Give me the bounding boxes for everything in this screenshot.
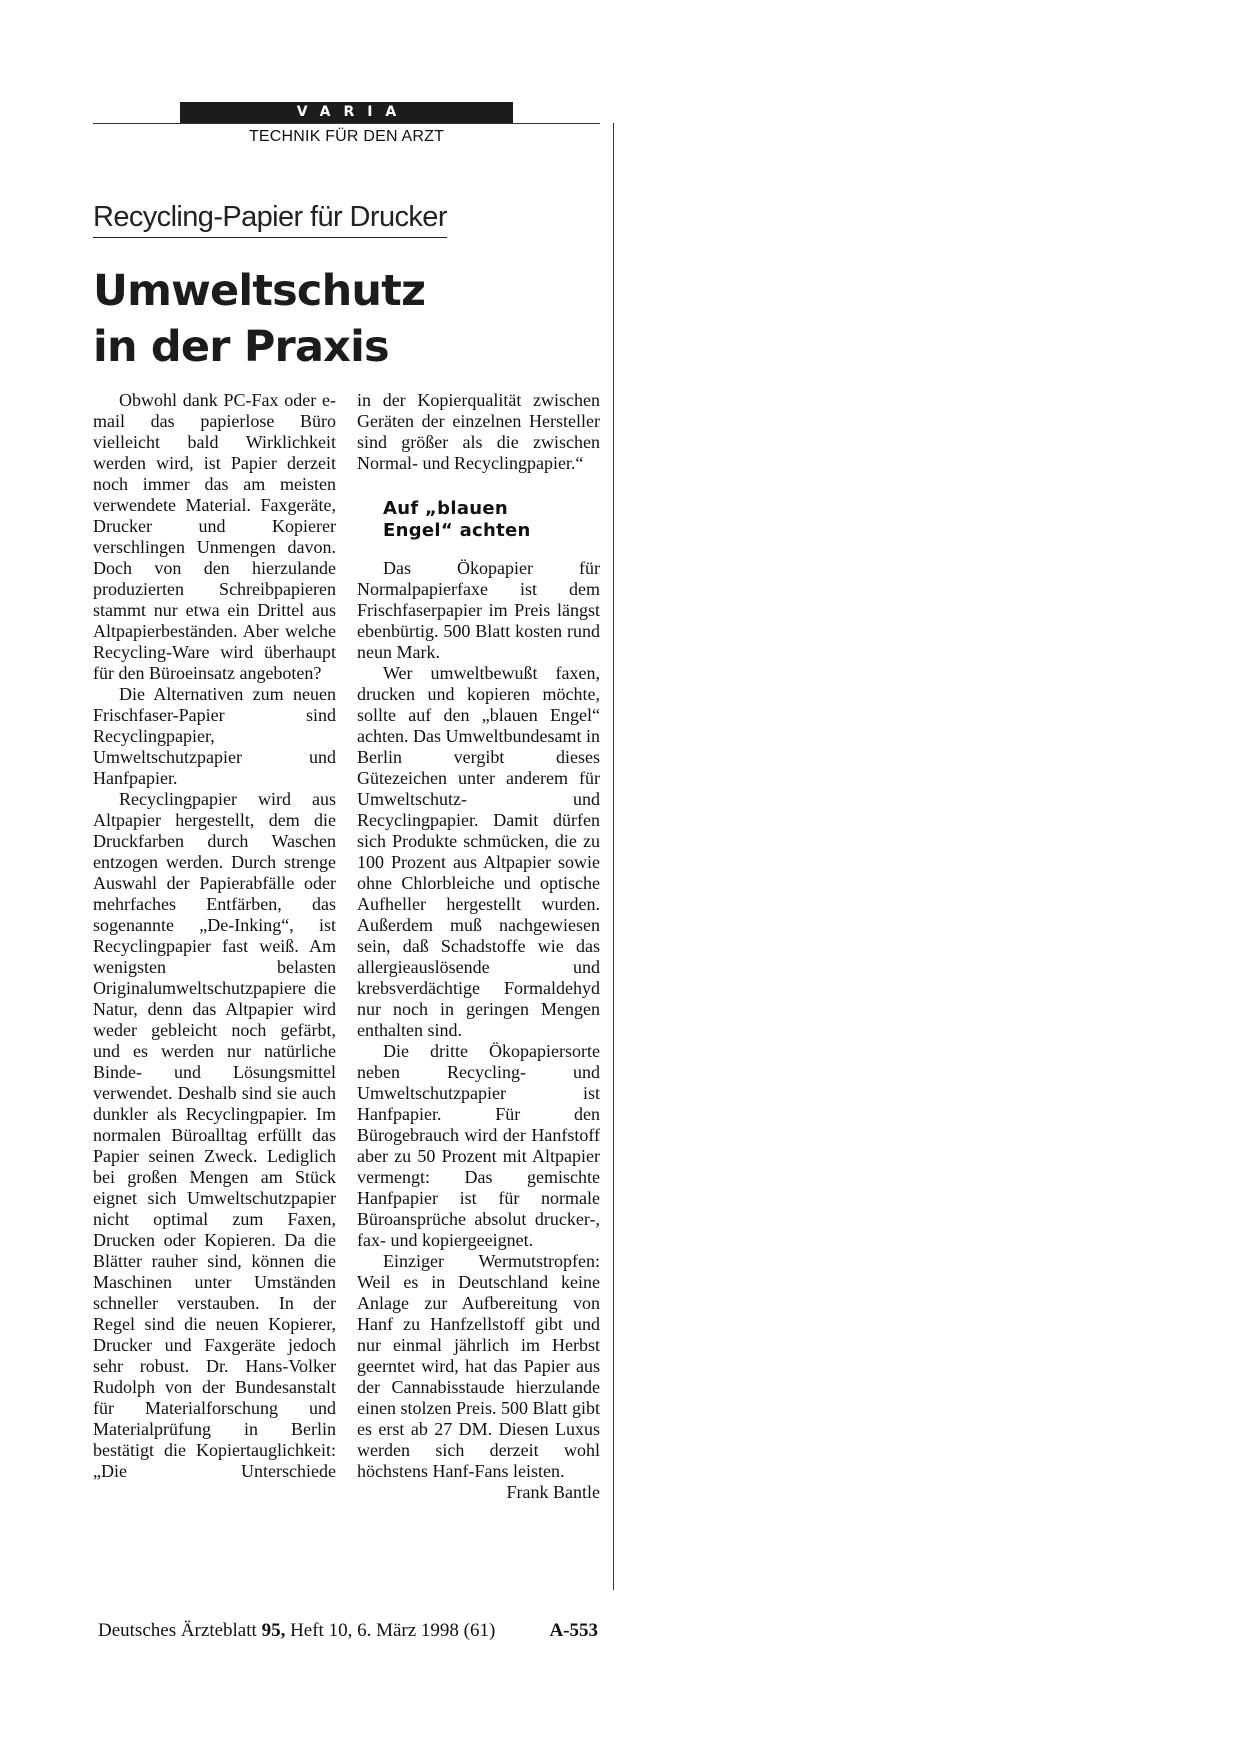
page-number: A-553 — [549, 1620, 598, 1641]
issue-date: Heft 10, 6. März 1998 (61) — [290, 1620, 496, 1641]
section-label: VARIA — [296, 104, 410, 120]
headline-line-1: Umweltschutz — [93, 266, 426, 316]
subsection-label: TECHNIK FÜR DEN ARZT — [248, 128, 445, 145]
body-paragraph: Die dritte Ökopapiersorte neben Recycling- und Umweltschutzpapier ist Hanfpapier. Für den Bürogebrauch wird der Hanfstoff aber zu 50 Prozent mit Altpapier vermengt: Das gemischte Hanfpapier ist für normale Büroansprüche absolut drucker-, fax- und kopiergeeignet. — [357, 1041, 600, 1250]
subheading-line-2: Engel“ achten — [383, 520, 531, 541]
headline-line-2: in der Praxis — [93, 322, 389, 372]
article-subheading — [383, 498, 600, 542]
text-column-right — [357, 390, 600, 1503]
column-rule — [613, 123, 614, 1590]
body-paragraph: Obwohl dank PC-Fax oder e-mail das papierlose Büro vielleicht bald Wirklichkeit werden wird, ist Papier derzeit noch immer das am meisten verwendete Material. Faxgeräte, Drucker und Kopierer verschlingen Unmengen davon. Doch von den hierzulande produzierten Schreibpapieren stammt nur etwa ein Drittel aus Altpapierbeständen. Aber welche Recycling-Ware wird überhaupt für den Büroeinsatz angeboten? — [93, 390, 336, 683]
text-column-left — [93, 390, 336, 1482]
journal-name: Deutsches Ärzteblatt — [98, 1620, 257, 1641]
body-paragraph-last — [357, 1251, 600, 1502]
body-paragraph-continuation: in der Kopierqualität zwischen Geräten der einzelnen Hersteller sind größer als die zwischen Normal- und Recyclingpapier.“ — [357, 390, 600, 473]
section-label-bar — [180, 102, 513, 123]
subheading-line-1: Auf „blauen — [383, 498, 509, 519]
journal-volume: 95, — [261, 1620, 286, 1641]
last-paragraph-text: Einziger Wermutstropfen: Weil es in Deutschland keine Anlage zur Aufbereitung von Hanf zu Hanfzellstoff gibt und nur einmal jährlich im Herbst geerntet wird, hat das Papier aus der Cannabisstaude hierzulande einen stolzen Preis. 500 Blatt gibt es erst ab 27 DM. Diesen Luxus werden sich derzeit wohl höchstens Hanf-Fans leisten. — [357, 1251, 600, 1481]
body-paragraph: Das Ökopapier für Normalpapierfaxe ist dem Frischfaserpapier im Preis längst ebenbürtig. 500 Blatt kosten rund neun Mark. — [357, 558, 600, 662]
author-signature: Frank Bantle — [506, 1482, 600, 1502]
header-rule — [93, 123, 600, 124]
body-paragraph: Wer umweltbewußt faxen, drucken und kopieren möchte, sollte auf den „blauen Engel“ achten. Das Umweltbundesamt in Berlin vergibt dieses Gütezeichen unter anderem für Umweltschutz- und Recyclingpapier. Damit dürfen sich Produkte schmücken, die zu 100 Prozent aus Altpapier sowie ohne Chlorbleiche und optische Aufheller hergestellt wurden. Außerdem muß nachgewiesen sein, daß Schadstoffe wie das allergieauslösende und krebsverdächtige Formaldehyd nur noch in geringen Mengen enthalten sind. — [357, 663, 600, 1040]
body-paragraph: Die Alternativen zum neuen Frischfaser-Papier sind Recyclingpapier, Umweltschutzpapier und Hanfpapier. — [93, 684, 336, 788]
page-footer — [98, 1620, 598, 1642]
body-paragraph: Recyclingpapier wird aus Altpapier hergestellt, dem die Druckfarben durch Waschen entzogen werden. Durch strenge Auswahl der Papierabfälle oder mehrfaches Entfärben, das sogenannte „De-Inking“, ist Recyclingpapier fast weiß. Am wenigsten belasten Originalumweltschutzpapiere die Natur, denn das Altpapier wird weder gebleicht noch gefärbt, und es werden nur natürliche Binde- und Lösungsmittel verwendet. Deshalb sind sie auch dunkler als Recyclingpapier. Im normalen Büroalltag erfüllt das Papier seinen Zweck. Lediglich bei großen Mengen am Stück eignet sich Umweltschutzpapier nicht optimal zum Faxen, Drucken oder Kopieren. Da die Blätter rauher sind, können die Maschinen unter Umständen schneller verstauben. In der Regel sind die neuen Kopierer, Drucker und Faxgeräte jedoch sehr robust. Dr. Hans-Volker Rudolph von der Bundesanstalt für Materialforschung und Materialprüfung in Berlin bestätigt die Kopiertauglichkeit: „Die Unterschiede — [93, 789, 336, 1481]
article-kicker: Recycling-Papier für Drucker — [93, 198, 447, 238]
article-headline — [93, 263, 425, 375]
